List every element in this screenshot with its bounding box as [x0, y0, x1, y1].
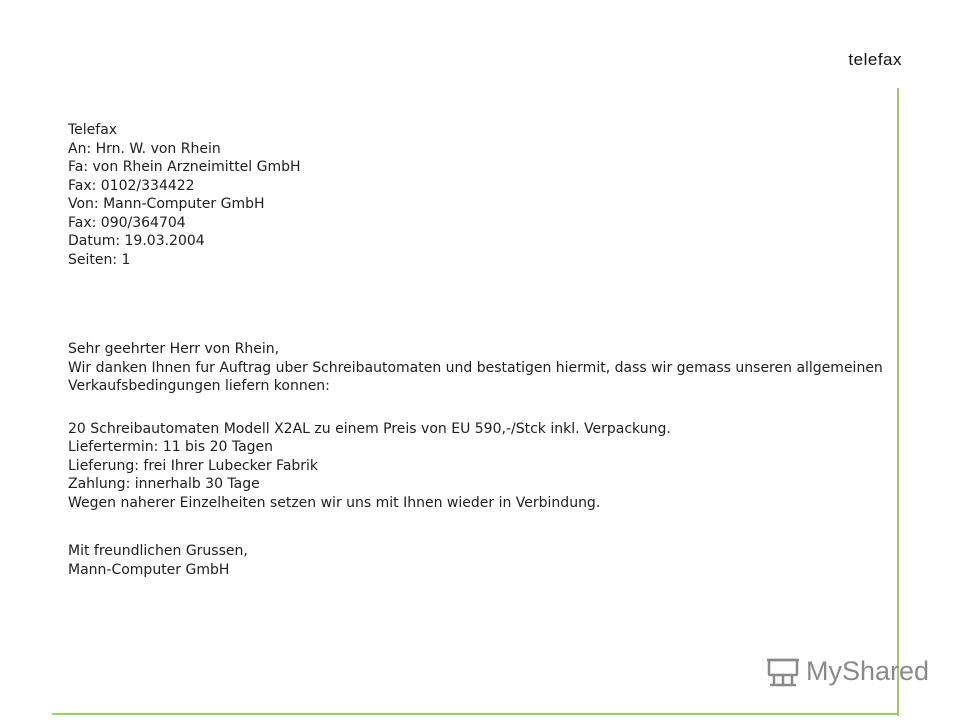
- fax-header-line: An: Hrn. W. von Rhein: [68, 140, 221, 157]
- terms-line: Liefertermin: 11 bis 20 Tagen: [68, 439, 274, 455]
- fax-header: [68, 121, 898, 269]
- fax-header-line: Telefax: [68, 122, 118, 138]
- frame-border-bottom: [52, 713, 899, 715]
- fax-header-line: Fax: 090/364704: [68, 214, 186, 231]
- intro-line: Wir danken Ihnen fur Auftrag uber Schreibautomaten und bestatigen hiermit, dass wir gemass unseren allgemeinen: [68, 359, 883, 376]
- closing: Mit freundlichen Grussen,: [68, 543, 248, 559]
- fax-header-line: Fa: von Rhein Arzneimittel GmbH: [68, 159, 301, 175]
- terms-block: [68, 438, 898, 512]
- watermark-text: MyShared: [806, 656, 930, 686]
- intro-line: Verkaufsbedingungen liefern konnen:: [68, 378, 330, 394]
- terms-line: Lieferung: frei Ihrer Lubecker Fabrik: [68, 457, 319, 474]
- terms-line: Wegen naherer Einzelheiten setzen wir uns mit Ihnen wieder in Verbindung.: [68, 494, 601, 511]
- offer-line: 20 Schreibautomaten Modell X2AL zu einem Preis von EU 590,-/Stck inkl. Verpackung.: [68, 420, 671, 437]
- fax-header-line: Von: Mann-Computer GmbH: [68, 196, 265, 212]
- presentation-icon: [766, 657, 800, 687]
- fax-header-line: Seiten: 1: [68, 251, 131, 268]
- terms-line: Zahlung: innerhalb 30 Tage: [68, 476, 260, 492]
- fax-header-line: Datum: 19.03.2004: [68, 233, 205, 249]
- fax-document: [68, 121, 898, 579]
- fax-header-line: Fax: 0102/334422: [68, 177, 195, 194]
- watermark: [766, 656, 929, 687]
- signature: Mann-Computer GmbH: [68, 561, 230, 578]
- salutation: Sehr geehrter Herr von Rhein,: [68, 341, 280, 357]
- intro-paragraph: [68, 359, 898, 396]
- slide-title: telefax: [848, 50, 902, 69]
